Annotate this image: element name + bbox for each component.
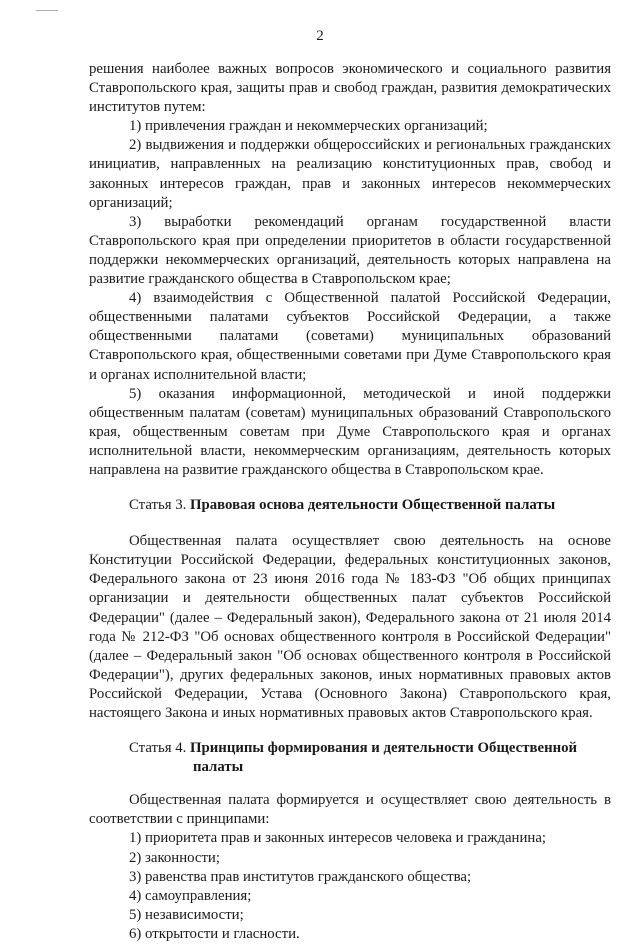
article-3-heading [89,496,611,515]
article-4-title-line1: Принципы формирования и деятельности Общественной [190,740,578,757]
principle-item: 5) независимости; [129,906,244,923]
article-4-number: Статья 4. [129,740,187,757]
intro-item: 5) оказания информационной, методической и иной поддержки общественным палатам (советам) муниципальных образований Ставропольского края, общественным советам при Думе Ставропольского края и органах исполнительной власти, некоммерческим организациям, деятельность которых направлена на развитие гражданского общества в Ставропольском крае. [89,385,611,478]
principle-item: 1) приоритета прав и законных интересов человека и гражданина; [129,830,546,847]
document-body [89,60,611,944]
principle-item: 4) самоуправления; [129,887,252,904]
principle-item: 2) законности; [129,849,220,866]
intro-item: 3) выработки рекомендаций органам государственной власти Ставропольского края при определении приоритетов в области государственной поддержки некоммерческих организаций, деятельность которых направлена на развитие гражданского общества в Ставропольском крае; [89,213,611,288]
intro-item: 2) выдвижения и поддержки общероссийских и региональных гражданских инициатив, направленных на реализацию конституционных прав, свобод и законных интересов граждан, прав и законных интересов некоммерческих организаций; [89,137,611,211]
article-3-number: Статья 3. [129,497,187,514]
intro-item: 1) привлечения граждан и некоммерческих организаций; [129,118,488,135]
intro-item: 4) взаимодействия с Общественной палатой Российской Федерации, общественными палатами субъектов Российской Федерации, а также общественными палатами (советами) муниципальных образований Ставропольского края, общественными советами при Думе Ставропольского края и органах исполнительной власти; [89,290,611,383]
principle-item: 3) равенства прав институтов гражданского общества; [129,868,472,885]
article-3-title: Правовая основа деятельности Общественной палаты [190,497,556,514]
article-4-heading [89,739,611,777]
scan-artifact-mark [36,10,58,11]
page-number: 2 [316,28,324,44]
article-4-title-line2: палаты [193,759,244,776]
article-3-text: Общественная палата осуществляет свою деятельность на основе Конституции Российской Федерации, федеральных конституционных законов, Федерального закона от 23 июня 2016 года № 183-ФЗ "Об общих принципах организации и деятельности общественных палат субъектов Российской Федерации" (далее – Федеральный закон), Федерального закона от 21 июля 2014 года № 212-ФЗ "Об основах общественного контроля в Российской Федерации" (далее – Федеральный закон "Об основах общественного контроля в Российской Федерации"), других федеральных законов, иных нормативных правовых актов Российской Федерации, Устава (Основного Закона) Ставропольского края, настоящего Закона и иных нормативных правовых актов Ставропольского края. [89,533,611,721]
intro-paragraph: решения наиболее важных вопросов экономического и социального развития Ставропольского края, защиты прав и свобод граждан, развития демократических институтов путем: [89,61,611,116]
principle-item: 6) открытости и гласности. [129,925,300,942]
article-4-intro: Общественная палата формируется и осуществляет свою деятельность в соответствии с принципами: [89,792,611,828]
